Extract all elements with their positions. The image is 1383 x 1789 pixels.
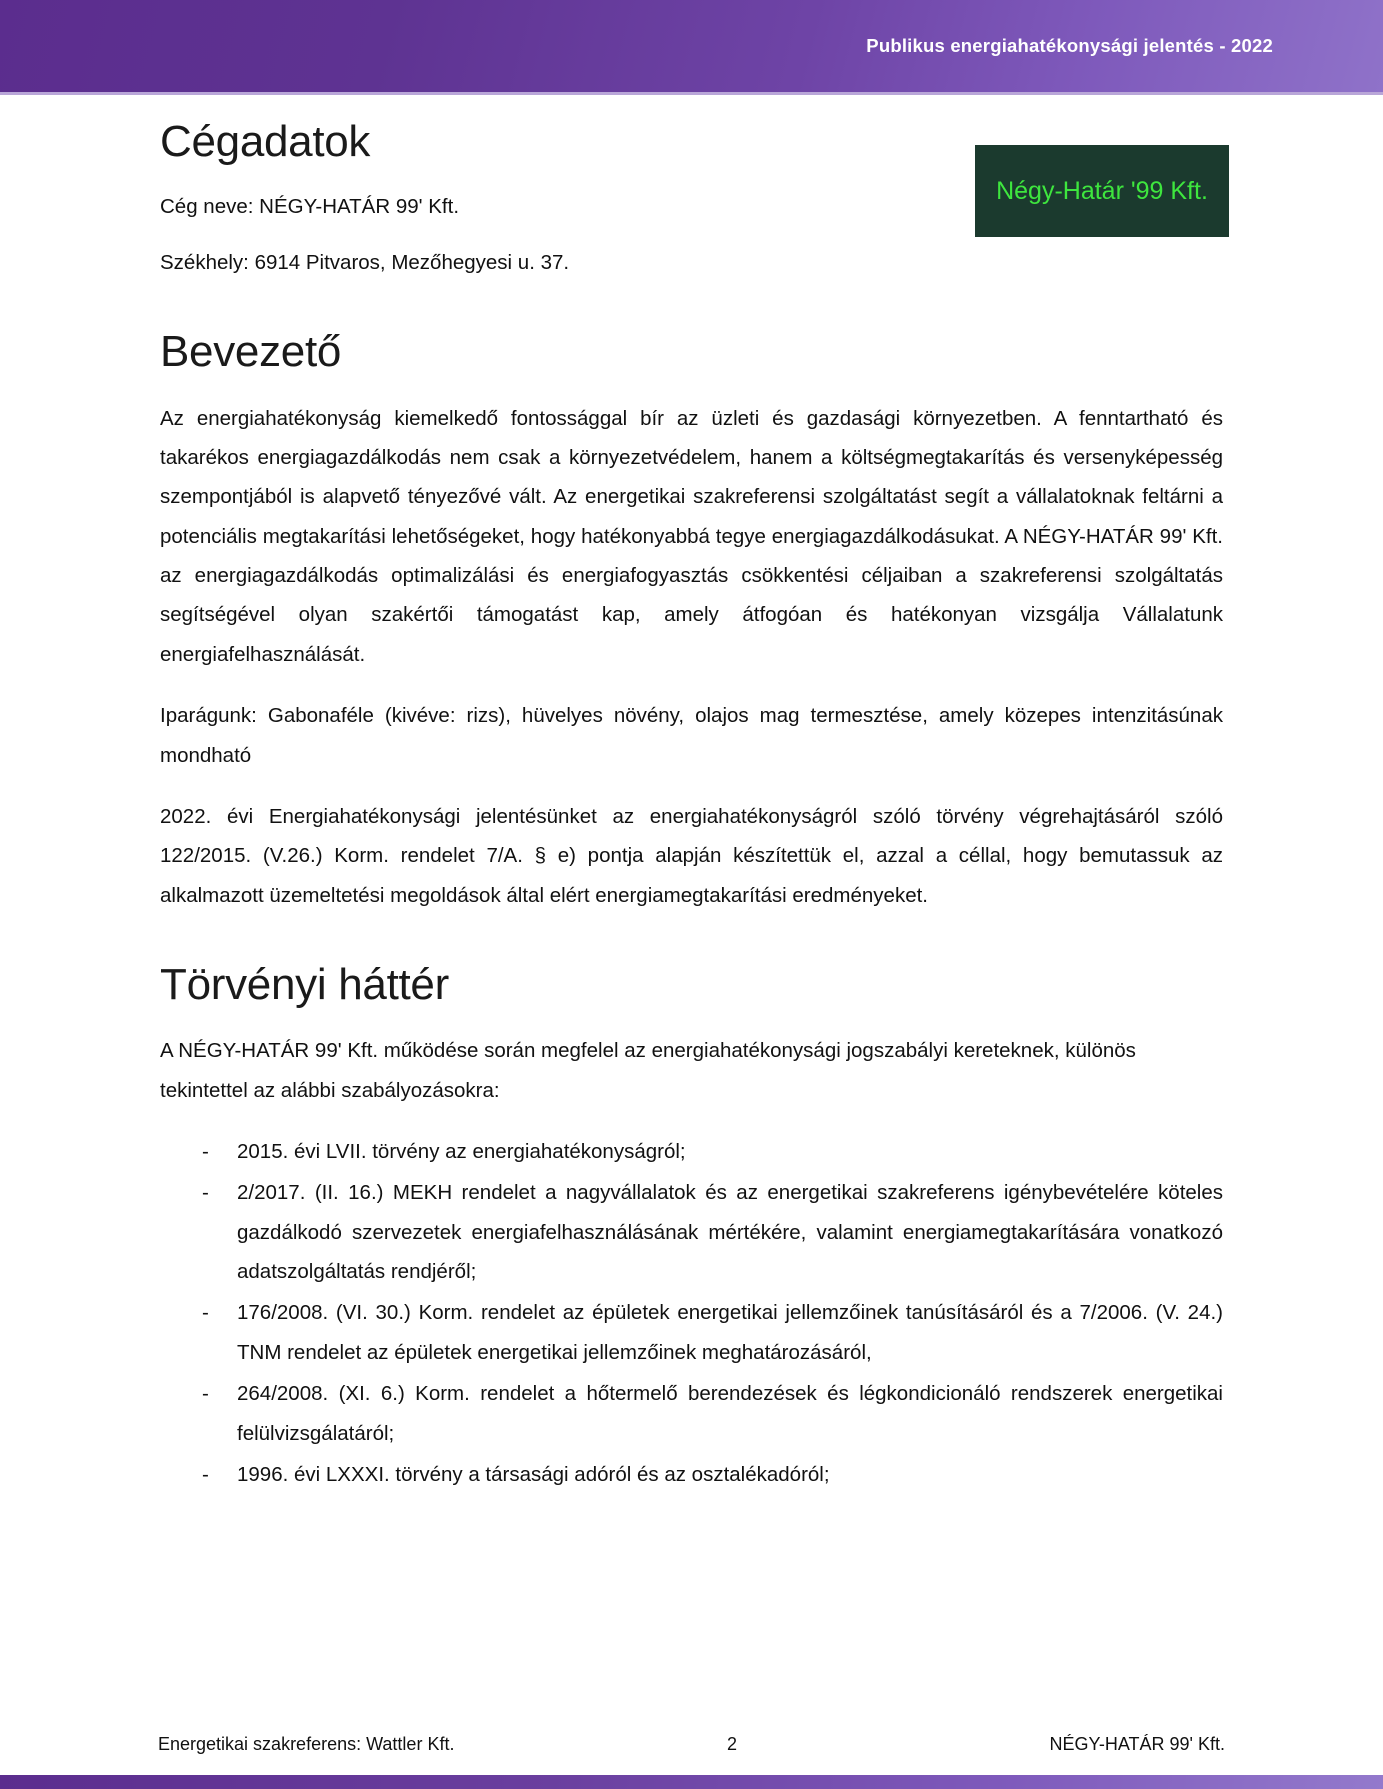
document-page <box>0 95 1383 1496</box>
company-data-section <box>160 118 1223 282</box>
list-item <box>160 1132 1223 1171</box>
footer-right-text: NÉGY-HATÁR 99' Kft. <box>1049 1734 1225 1754</box>
company-name-line: Cég neve: NÉGY-HATÁR 99' Kft. <box>160 195 460 219</box>
regulation-list <box>160 1132 1223 1494</box>
bullet-dash-icon: - <box>202 1301 209 1325</box>
footer-left-text: Energetikai szakreferens: Wattler Kft. <box>158 1734 455 1754</box>
bullet-dash-icon: - <box>202 1382 209 1406</box>
list-item-text: 1996. évi LXXXI. törvény a társasági adóról és az osztalékadóról; <box>237 1462 830 1486</box>
company-data-heading: Cégadatok <box>160 117 371 166</box>
footer-accent-bar <box>0 1775 1383 1789</box>
bullet-dash-icon: - <box>202 1181 209 1205</box>
header-title: Publikus energiahatékonysági jelentés - 2022 <box>866 35 1273 56</box>
list-item-text: 176/2008. (VI. 30.) Korm. rendelet az épületek energetikai jellemzőinek tanúsításáról és a 7/2006. (V. 24.) TNM rendelet az épületek energetikai jellemzőinek meghatározásáról, <box>237 1301 1223 1364</box>
company-logo <box>975 145 1229 237</box>
list-item <box>160 1374 1223 1453</box>
page-header-banner <box>0 0 1383 92</box>
introduction-section <box>160 328 1223 915</box>
list-item <box>160 1293 1223 1372</box>
introduction-paragraph-3: 2022. évi Energiahatékonysági jelentésünket az energiahatékonyságról szóló törvény végrehajtásáról szóló 122/2015. (V.26.) Korm. rendelet 7/A. § e) pontja alapján készítettük el, azzal a céllal, hogy bemutassuk az alkalmazott üzemeltetési megoldások által elért energiamegtakarítási eredményeket. <box>160 804 1223 907</box>
document-content <box>160 118 1223 1494</box>
bullet-dash-icon: - <box>202 1140 209 1164</box>
company-address-line: Székhely: 6914 Pitvaros, Mezőhegyesi u. 37. <box>160 251 570 275</box>
legal-background-section <box>160 961 1223 1494</box>
page-footer <box>0 1734 1383 1755</box>
list-item-text: 2015. évi LVII. törvény az energiahatékonyságról; <box>237 1140 686 1164</box>
list-item <box>160 1173 1223 1291</box>
list-item-text: 2/2017. (II. 16.) MEKH rendelet a nagyvállalatok és az energetikai szakreferens igénybevételére köteles gazdálkodó szervezetek energiafelhasználásának mértékére, valamint energiamegtakarítására vonatkozó adatszolgáltatás rendjéről; <box>237 1181 1223 1284</box>
bullet-dash-icon: - <box>202 1462 209 1486</box>
list-item <box>160 1455 1223 1494</box>
company-logo-text: Négy-Határ '99 Kft. <box>996 176 1208 205</box>
introduction-paragraph-2: Iparágunk: Gabonaféle (kivéve: rizs), hüvelyes növény, olajos mag termesztése, amely közepes intenzitásúnak mondható <box>160 704 1223 767</box>
list-item-text: 264/2008. (XI. 6.) Korm. rendelet a hőtermelő berendezések és légkondicionáló rendszerek energetikai felülvizsgálatáról; <box>237 1382 1223 1445</box>
footer-page-number: 2 <box>726 1734 737 1754</box>
legal-background-heading: Törvényi háttér <box>160 959 449 1009</box>
introduction-heading: Bevezető <box>160 327 342 377</box>
introduction-paragraph-1: Az energiahatékonyság kiemelkedő fontossággal bír az üzleti és gazdasági környezetben. A fenntartható és takarékos energiagazdálkodás nem csak a környezetvédelem, hanem a költségmegtakarítás és versenyképesség szempontjából is alapvető tényezővé vált. Az energetikai szakreferensi szolgáltatást segít a vállalatoknak feltárni a potenciális megtakarítási lehetőségeket, hogy hatékonyabbá tegye energiagazdálkodásukat. A NÉGY-HATÁR 99' Kft. az energiagazdálkodás optimalizálási és energiafogyasztás csökkentési céljaiban a szakreferensi szolgáltatás segítségével olyan szakértői támogatást kap, amely átfogóan és hatékonyan vizsgálja Vállalatunk energiafelhasználását. <box>160 406 1223 666</box>
legal-background-intro: A NÉGY-HATÁR 99' Kft. működése során megfelel az energiahatékonysági jogszabályi kereteknek, különös tekintettel az alábbi szabályozásokra: <box>160 1039 1136 1102</box>
